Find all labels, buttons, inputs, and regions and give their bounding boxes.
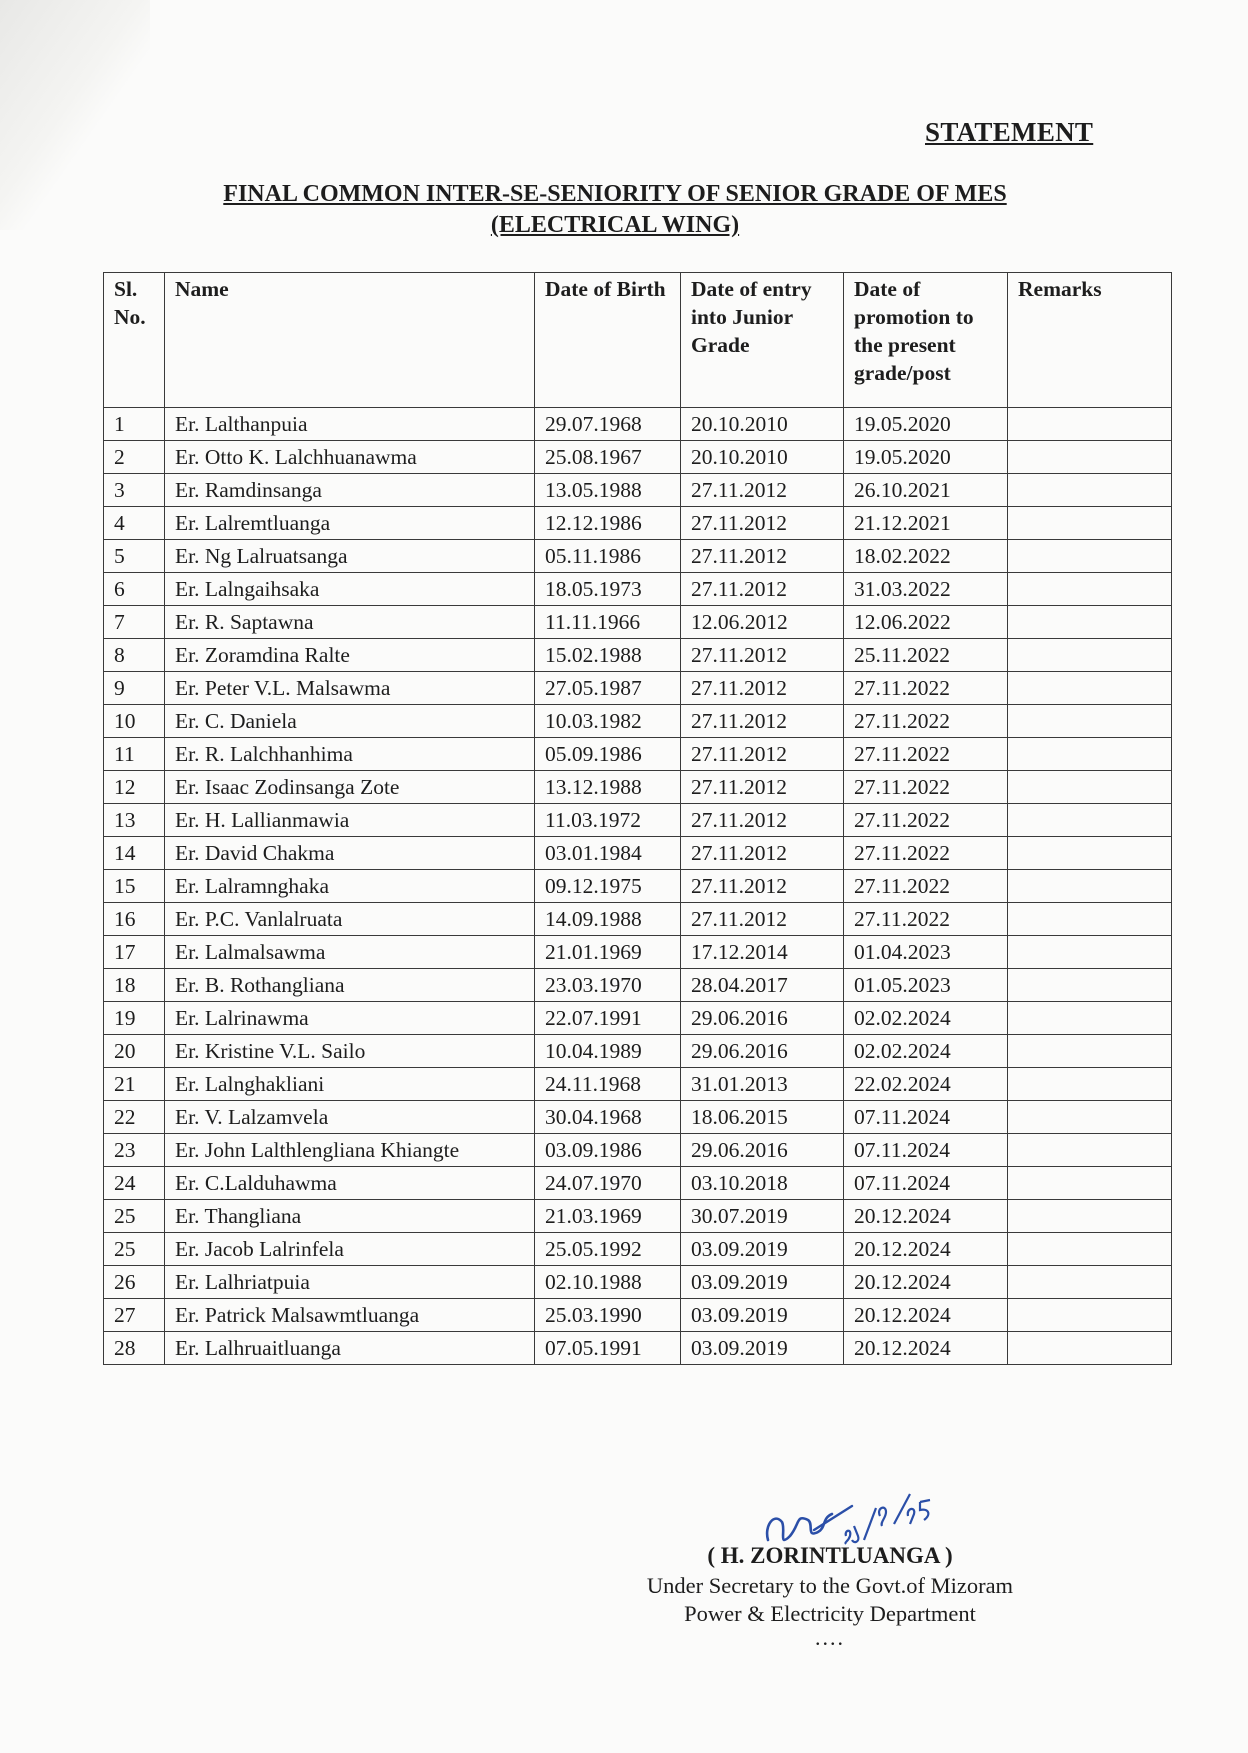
cell-date-of-entry: 03.09.2019 [681, 1233, 844, 1266]
cell-sl-no: 26 [104, 1266, 165, 1299]
cell-date-of-entry: 18.06.2015 [681, 1101, 844, 1134]
cell-date-of-entry: 29.06.2016 [681, 1035, 844, 1068]
cell-remarks [1008, 1167, 1172, 1200]
trailing-dots: .... [815, 1625, 845, 1650]
cell-date-of-promotion: 07.11.2024 [844, 1167, 1008, 1200]
cell-sl-no: 27 [104, 1299, 165, 1332]
cell-name: Er. R. Lalchhanhima [165, 738, 535, 771]
cell-name: Er. Lalnghakliani [165, 1068, 535, 1101]
cell-remarks [1008, 1068, 1172, 1101]
cell-date-of-promotion: 07.11.2024 [844, 1134, 1008, 1167]
cell-name: Er. Peter V.L. Malsawma [165, 672, 535, 705]
cell-date-of-entry: 27.11.2012 [681, 705, 844, 738]
cell-sl-no: 25 [104, 1200, 165, 1233]
table-row [104, 738, 1172, 771]
cell-date-of-entry: 27.11.2012 [681, 672, 844, 705]
cell-name: Er. C.Lalduhawma [165, 1167, 535, 1200]
cell-remarks [1008, 1233, 1172, 1266]
column-header-date-of-promotion: Date of promotion to the present grade/post [844, 273, 1008, 408]
cell-remarks [1008, 1332, 1172, 1365]
cell-date-of-birth: 13.05.1988 [535, 474, 681, 507]
cell-sl-no: 10 [104, 705, 165, 738]
cell-remarks [1008, 1134, 1172, 1167]
cell-date-of-promotion: 27.11.2022 [844, 903, 1008, 936]
table-row [104, 969, 1172, 1002]
cell-remarks [1008, 606, 1172, 639]
cell-date-of-promotion: 20.12.2024 [844, 1299, 1008, 1332]
cell-date-of-entry: 27.11.2012 [681, 771, 844, 804]
cell-date-of-birth: 21.01.1969 [535, 936, 681, 969]
cell-date-of-promotion: 02.02.2024 [844, 1002, 1008, 1035]
cell-sl-no: 2 [104, 441, 165, 474]
cell-date-of-entry: 12.06.2012 [681, 606, 844, 639]
table-row [104, 1101, 1172, 1134]
cell-date-of-entry: 29.06.2016 [681, 1134, 844, 1167]
cell-remarks [1008, 870, 1172, 903]
table-row [104, 1134, 1172, 1167]
cell-date-of-birth: 07.05.1991 [535, 1332, 681, 1365]
cell-remarks [1008, 936, 1172, 969]
table-row [104, 1200, 1172, 1233]
cell-sl-no: 14 [104, 837, 165, 870]
cell-remarks [1008, 969, 1172, 1002]
cell-date-of-entry: 27.11.2012 [681, 903, 844, 936]
cell-name: Er. Lalngaihsaka [165, 573, 535, 606]
table-row [104, 936, 1172, 969]
table-row [104, 1299, 1172, 1332]
cell-sl-no: 1 [104, 408, 165, 441]
cell-date-of-entry: 27.11.2012 [681, 507, 844, 540]
cell-date-of-entry: 27.11.2012 [681, 474, 844, 507]
column-header-date-of-birth: Date of Birth [535, 273, 681, 408]
cell-name: Er. Patrick Malsawmtluanga [165, 1299, 535, 1332]
cell-name: Er. C. Daniela [165, 705, 535, 738]
cell-name: Er. P.C. Vanlalruata [165, 903, 535, 936]
cell-name: Er. B. Rothangliana [165, 969, 535, 1002]
cell-date-of-birth: 05.09.1986 [535, 738, 681, 771]
cell-name: Er. Kristine V.L. Sailo [165, 1035, 535, 1068]
cell-remarks [1008, 804, 1172, 837]
cell-remarks [1008, 1035, 1172, 1068]
cell-date-of-promotion: 20.12.2024 [844, 1233, 1008, 1266]
cell-remarks [1008, 474, 1172, 507]
cell-remarks [1008, 771, 1172, 804]
cell-sl-no: 20 [104, 1035, 165, 1068]
cell-date-of-entry: 27.11.2012 [681, 738, 844, 771]
table-row [104, 573, 1172, 606]
cell-sl-no: 28 [104, 1332, 165, 1365]
table-row [104, 705, 1172, 738]
cell-date-of-birth: 11.03.1972 [535, 804, 681, 837]
cell-sl-no: 23 [104, 1134, 165, 1167]
cell-sl-no: 17 [104, 936, 165, 969]
cell-date-of-birth: 25.08.1967 [535, 441, 681, 474]
cell-date-of-promotion: 01.04.2023 [844, 936, 1008, 969]
cell-name: Er. Ramdinsanga [165, 474, 535, 507]
cell-remarks [1008, 507, 1172, 540]
cell-date-of-birth: 10.04.1989 [535, 1035, 681, 1068]
cell-date-of-entry: 03.09.2019 [681, 1332, 844, 1365]
cell-sl-no: 12 [104, 771, 165, 804]
signature-date [845, 1494, 930, 1544]
cell-name: Er. Lalremtluanga [165, 507, 535, 540]
table-row [104, 1002, 1172, 1035]
seniority-table [103, 272, 1172, 1365]
cell-date-of-promotion: 20.12.2024 [844, 1266, 1008, 1299]
cell-date-of-birth: 27.05.1987 [535, 672, 681, 705]
signatory-name: ( H. ZORINTLUANGA ) [707, 1543, 953, 1568]
cell-date-of-birth: 12.12.1986 [535, 507, 681, 540]
cell-name: Er. Jacob Lalrinfela [165, 1233, 535, 1266]
cell-name: Er. Ng Lalruatsanga [165, 540, 535, 573]
table-row [104, 870, 1172, 903]
cell-sl-no: 18 [104, 969, 165, 1002]
cell-name: Er. Thangliana [165, 1200, 535, 1233]
cell-remarks [1008, 1002, 1172, 1035]
cell-remarks [1008, 573, 1172, 606]
cell-date-of-birth: 23.03.1970 [535, 969, 681, 1002]
table-row [104, 441, 1172, 474]
cell-date-of-promotion: 18.02.2022 [844, 540, 1008, 573]
cell-date-of-entry: 27.11.2012 [681, 837, 844, 870]
cell-date-of-birth: 21.03.1969 [535, 1200, 681, 1233]
cell-date-of-promotion: 02.02.2024 [844, 1035, 1008, 1068]
cell-date-of-birth: 03.09.1986 [535, 1134, 681, 1167]
cell-name: Er. Lalthanpuia [165, 408, 535, 441]
cell-remarks [1008, 1299, 1172, 1332]
cell-sl-no: 5 [104, 540, 165, 573]
cell-date-of-entry: 20.10.2010 [681, 441, 844, 474]
cell-date-of-promotion: 22.02.2024 [844, 1068, 1008, 1101]
cell-date-of-promotion: 27.11.2022 [844, 672, 1008, 705]
cell-date-of-birth: 11.11.1966 [535, 606, 681, 639]
cell-name: Er. Otto K. Lalchhuanawma [165, 441, 535, 474]
table-body [104, 408, 1172, 1365]
table-row [104, 1035, 1172, 1068]
cell-date-of-birth: 24.11.1968 [535, 1068, 681, 1101]
table-row [104, 507, 1172, 540]
cell-sl-no: 9 [104, 672, 165, 705]
cell-sl-no: 7 [104, 606, 165, 639]
signatory-designation: Under Secretary to the Govt.of Mizoram [646, 1573, 1014, 1598]
cell-date-of-birth: 02.10.1988 [535, 1266, 681, 1299]
cell-date-of-promotion: 27.11.2022 [844, 804, 1008, 837]
document-subtitle: (ELECTRICAL WING) [490, 212, 740, 238]
table-row [104, 606, 1172, 639]
cell-remarks [1008, 1266, 1172, 1299]
cell-remarks [1008, 1200, 1172, 1233]
table-row [104, 837, 1172, 870]
cell-name: Er. Lalhruaitluanga [165, 1332, 535, 1365]
cell-date-of-promotion: 12.06.2022 [844, 606, 1008, 639]
cell-sl-no: 19 [104, 1002, 165, 1035]
cell-date-of-birth: 22.07.1991 [535, 1002, 681, 1035]
cell-date-of-promotion: 25.11.2022 [844, 639, 1008, 672]
cell-date-of-birth: 05.11.1986 [535, 540, 681, 573]
cell-sl-no: 21 [104, 1068, 165, 1101]
cell-name: Er. Lalhriatpuia [165, 1266, 535, 1299]
table-row [104, 540, 1172, 573]
table-row [104, 903, 1172, 936]
cell-sl-no: 24 [104, 1167, 165, 1200]
cell-date-of-promotion: 21.12.2021 [844, 507, 1008, 540]
cell-sl-no: 25 [104, 1233, 165, 1266]
cell-date-of-promotion: 27.11.2022 [844, 738, 1008, 771]
cell-date-of-promotion: 19.05.2020 [844, 441, 1008, 474]
cell-date-of-promotion: 27.11.2022 [844, 705, 1008, 738]
table-row [104, 1167, 1172, 1200]
cell-remarks [1008, 705, 1172, 738]
cell-date-of-promotion: 27.11.2022 [844, 771, 1008, 804]
cell-date-of-promotion: 20.12.2024 [844, 1332, 1008, 1365]
cell-sl-no: 3 [104, 474, 165, 507]
cell-date-of-entry: 27.11.2012 [681, 870, 844, 903]
cell-name: Er. Zoramdina Ralte [165, 639, 535, 672]
cell-date-of-entry: 03.10.2018 [681, 1167, 844, 1200]
cell-date-of-birth: 29.07.1968 [535, 408, 681, 441]
cell-date-of-promotion: 19.05.2020 [844, 408, 1008, 441]
table-row [104, 771, 1172, 804]
column-header-sl-no: Sl. No. [104, 273, 165, 408]
table-row [104, 1233, 1172, 1266]
cell-date-of-entry: 27.11.2012 [681, 639, 844, 672]
cell-date-of-entry: 29.06.2016 [681, 1002, 844, 1035]
cell-name: Er. David Chakma [165, 837, 535, 870]
cell-name: Er. Lalrinawma [165, 1002, 535, 1035]
cell-date-of-promotion: 07.11.2024 [844, 1101, 1008, 1134]
cell-date-of-birth: 15.02.1988 [535, 639, 681, 672]
cell-remarks [1008, 540, 1172, 573]
table-row [104, 639, 1172, 672]
cell-date-of-birth: 30.04.1968 [535, 1101, 681, 1134]
cell-sl-no: 6 [104, 573, 165, 606]
table-row [104, 474, 1172, 507]
cell-sl-no: 11 [104, 738, 165, 771]
cell-name: Er. John Lalthlengliana Khiangte [165, 1134, 535, 1167]
cell-date-of-birth: 03.01.1984 [535, 837, 681, 870]
cell-date-of-birth: 25.03.1990 [535, 1299, 681, 1332]
cell-name: Er. R. Saptawna [165, 606, 535, 639]
cell-name: Er. Lalramnghaka [165, 870, 535, 903]
cell-date-of-promotion: 26.10.2021 [844, 474, 1008, 507]
cell-date-of-promotion: 27.11.2022 [844, 837, 1008, 870]
table-header-row [104, 273, 1172, 408]
cell-date-of-entry: 27.11.2012 [681, 540, 844, 573]
cell-name: Er. Isaac Zodinsanga Zote [165, 771, 535, 804]
table-row [104, 1332, 1172, 1365]
table-row [104, 1068, 1172, 1101]
cell-date-of-birth: 14.09.1988 [535, 903, 681, 936]
cell-date-of-entry: 28.04.2017 [681, 969, 844, 1002]
cell-date-of-promotion: 27.11.2022 [844, 870, 1008, 903]
document-title: FINAL COMMON INTER-SE-SENIORITY OF SENIOR GRADE OF MES [223, 181, 1007, 207]
cell-date-of-entry: 27.11.2012 [681, 804, 844, 837]
cell-name: Er. Lalmalsawma [165, 936, 535, 969]
cell-sl-no: 13 [104, 804, 165, 837]
signatory-department: Power & Electricity Department [684, 1601, 976, 1626]
cell-date-of-birth: 25.05.1992 [535, 1233, 681, 1266]
cell-date-of-entry: 03.09.2019 [681, 1266, 844, 1299]
cell-date-of-entry: 20.10.2010 [681, 408, 844, 441]
cell-date-of-entry: 27.11.2012 [681, 573, 844, 606]
cell-date-of-birth: 13.12.1988 [535, 771, 681, 804]
cell-sl-no: 22 [104, 1101, 165, 1134]
cell-date-of-promotion: 01.05.2023 [844, 969, 1008, 1002]
column-header-date-of-entry: Date of entry into Junior Grade [681, 273, 844, 408]
table-row [104, 408, 1172, 441]
cell-date-of-birth: 24.07.1970 [535, 1167, 681, 1200]
cell-remarks [1008, 639, 1172, 672]
cell-remarks [1008, 903, 1172, 936]
cell-date-of-birth: 09.12.1975 [535, 870, 681, 903]
cell-remarks [1008, 738, 1172, 771]
cell-remarks [1008, 837, 1172, 870]
cell-remarks [1008, 408, 1172, 441]
page-fold-shadow [0, 0, 150, 230]
cell-remarks [1008, 1101, 1172, 1134]
cell-remarks [1008, 441, 1172, 474]
cell-date-of-entry: 03.09.2019 [681, 1299, 844, 1332]
cell-date-of-birth: 18.05.1973 [535, 573, 681, 606]
cell-date-of-entry: 17.12.2014 [681, 936, 844, 969]
cell-sl-no: 15 [104, 870, 165, 903]
cell-sl-no: 16 [104, 903, 165, 936]
cell-name: Er. V. Lalzamvela [165, 1101, 535, 1134]
cell-remarks [1008, 672, 1172, 705]
statement-heading: STATEMENT [925, 117, 1094, 147]
table-row [104, 804, 1172, 837]
column-header-name: Name [165, 273, 535, 408]
cell-date-of-promotion: 20.12.2024 [844, 1200, 1008, 1233]
cell-name: Er. H. Lallianmawia [165, 804, 535, 837]
cell-date-of-promotion: 31.03.2022 [844, 573, 1008, 606]
cell-sl-no: 4 [104, 507, 165, 540]
cell-date-of-entry: 30.07.2019 [681, 1200, 844, 1233]
column-header-remarks: Remarks [1008, 273, 1172, 408]
table-row [104, 672, 1172, 705]
cell-sl-no: 8 [104, 639, 165, 672]
table-row [104, 1266, 1172, 1299]
cell-date-of-entry: 31.01.2013 [681, 1068, 844, 1101]
cell-date-of-birth: 10.03.1982 [535, 705, 681, 738]
